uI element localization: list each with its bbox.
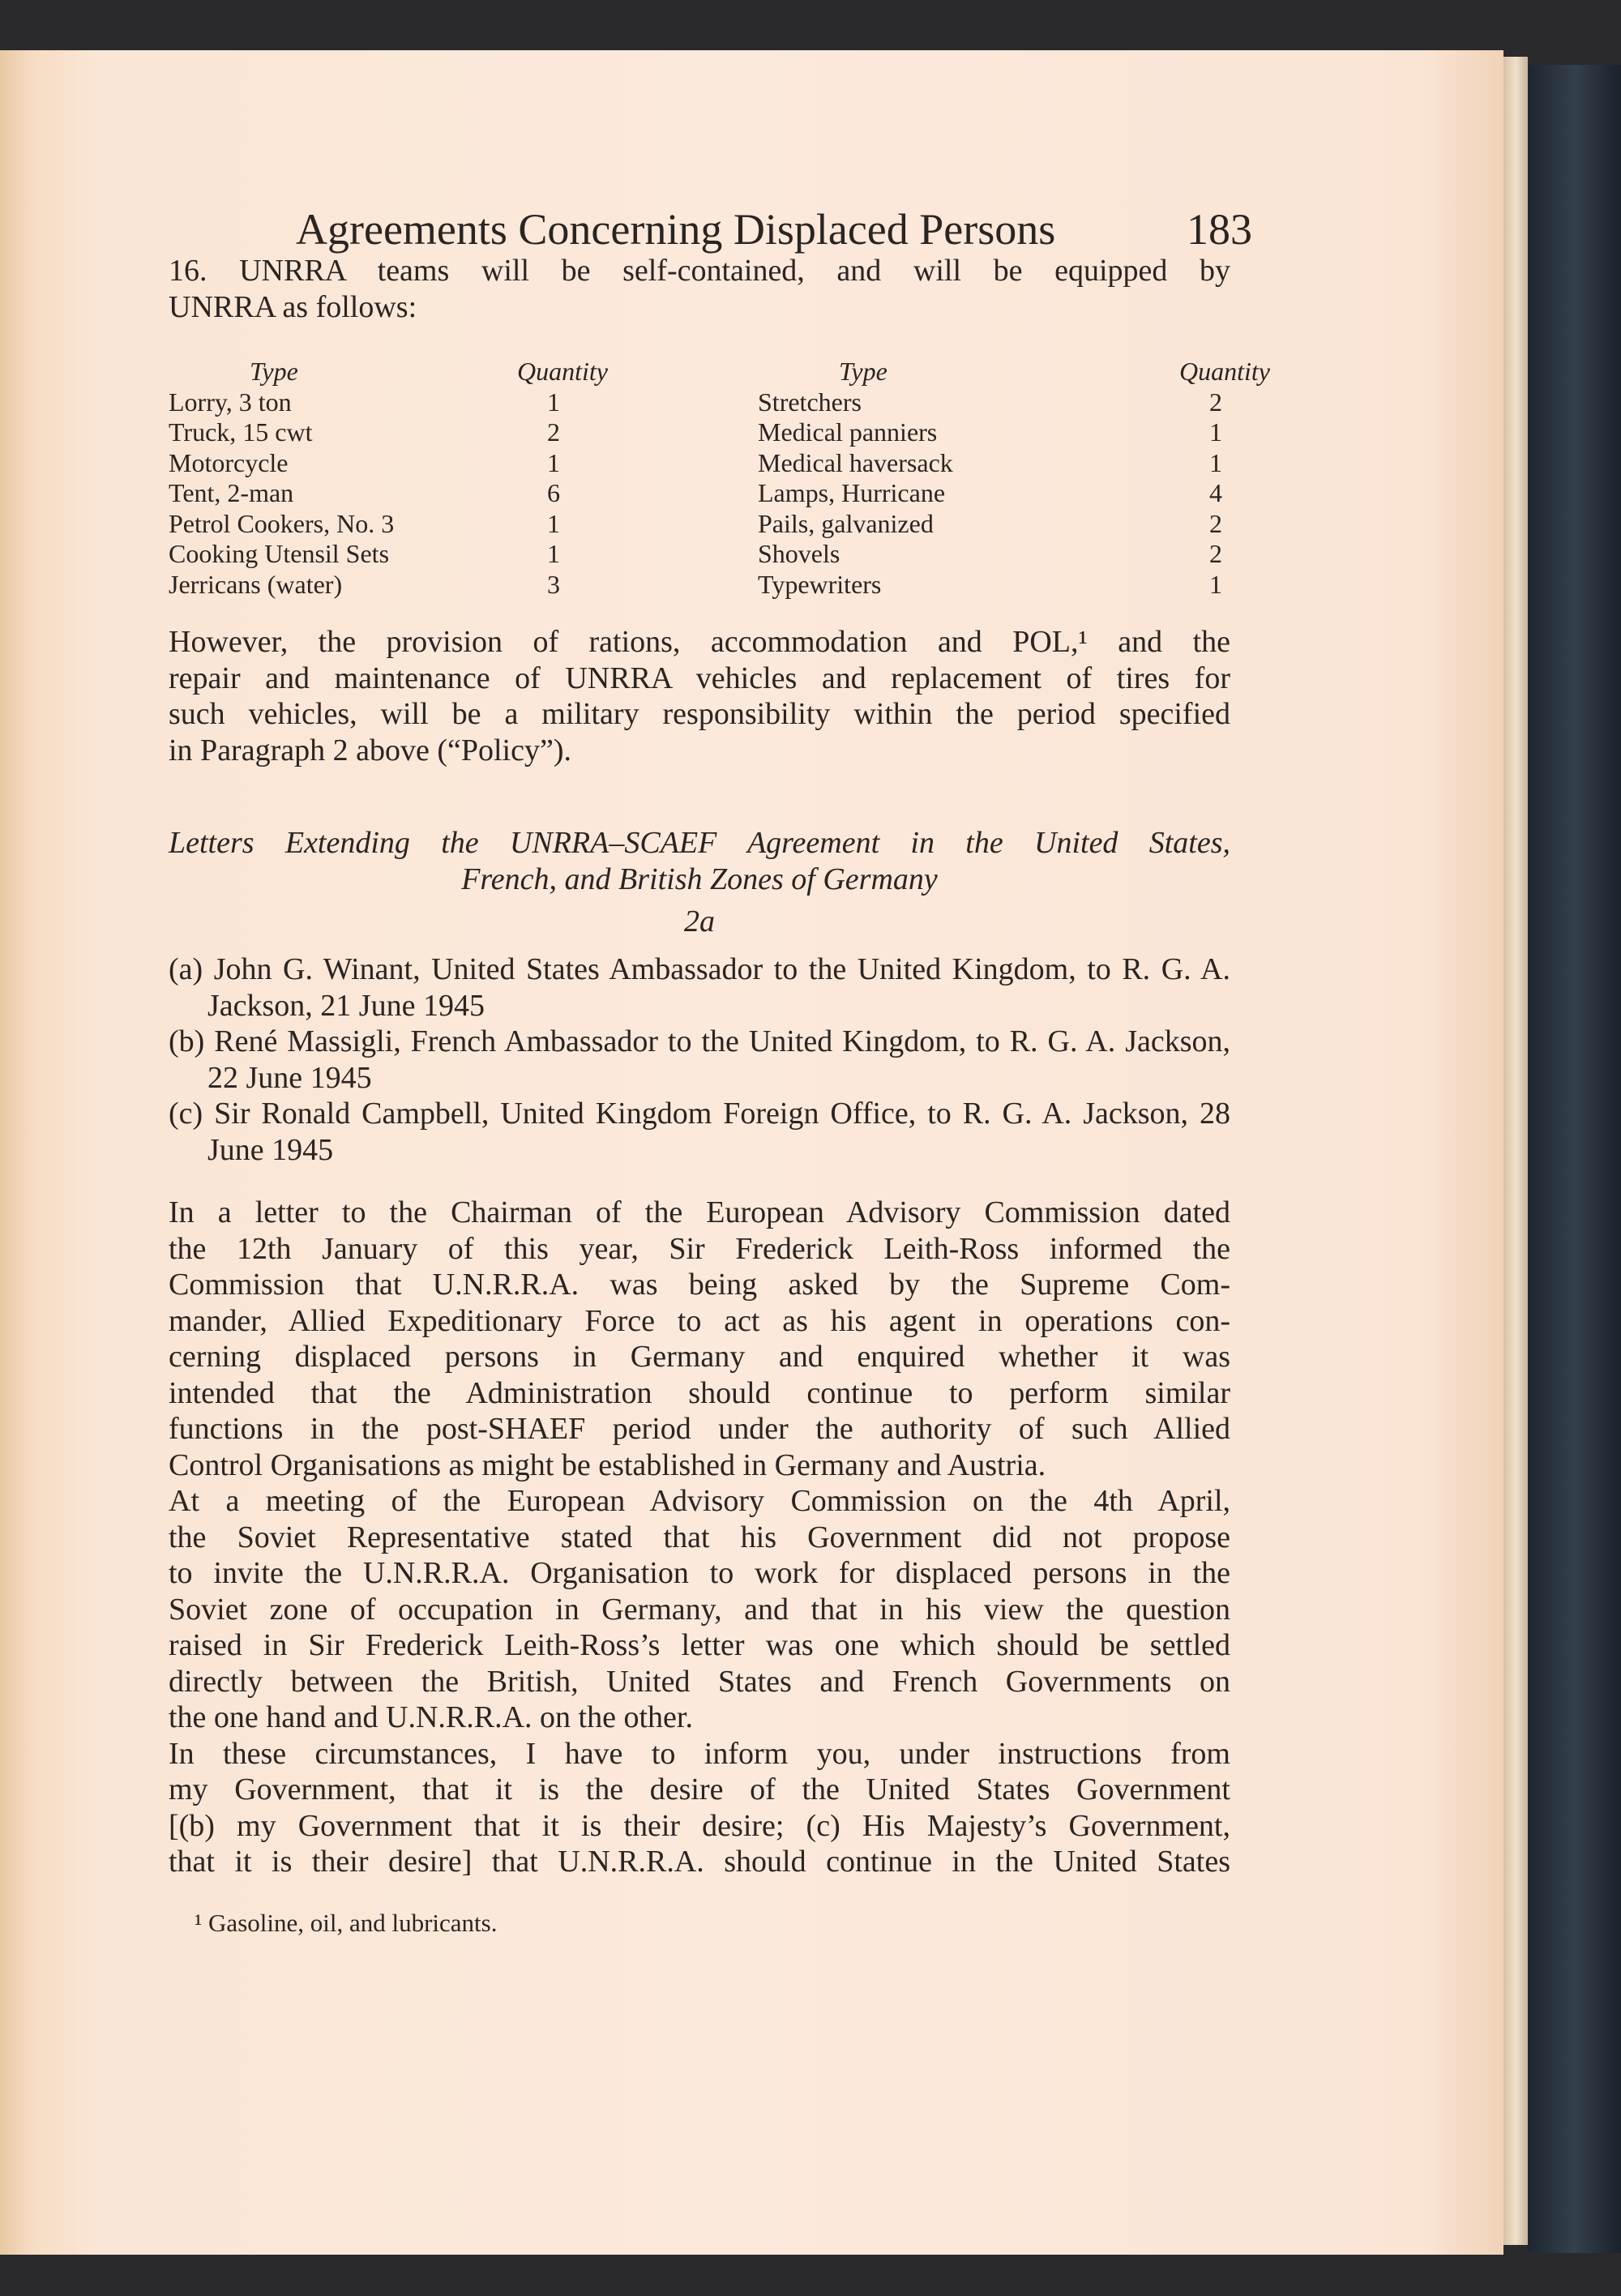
table-row (169, 539, 590, 570)
column-header-type: Type (250, 357, 298, 386)
intro-paragraph (169, 253, 1230, 325)
document-number: 2a (684, 904, 715, 938)
item-type: Tent, 2-man (169, 478, 294, 507)
table-row (758, 570, 1252, 601)
text-line: 16. UNRRA teams will be self-contained, and will be equipped by (169, 254, 1230, 288)
item-quantity: 2 (1209, 387, 1222, 417)
item-type: Shovels (758, 539, 840, 568)
text-line: to invite the U.N.R.R.A. Organisation to work for displaced persons in the (169, 1556, 1230, 1590)
letter-item: (b) René Massigli, French Ambassador to the United Kingdom, to R. G. A. Jackson, 22 June 1945 (169, 1024, 1230, 1095)
item-type: Lamps, Hurricane (758, 478, 946, 507)
item-type: Truck, 15 cwt (169, 417, 313, 447)
text-line: that it is their desire] that U.N.R.R.A. should continue in the United States (169, 1845, 1230, 1879)
equipment-table-left (169, 357, 608, 600)
table-row (758, 448, 1252, 479)
item-type: Cooking Utensil Sets (169, 539, 390, 568)
table-row (758, 539, 1252, 570)
table-row (169, 417, 590, 448)
table-row (758, 417, 1252, 448)
item-quantity: 4 (1209, 478, 1222, 507)
column-header-type: Type (839, 357, 887, 386)
page-edges (1503, 57, 1528, 2245)
letter-item: (a) John G. Winant, United States Ambassador to the United Kingdom, to R. G. A. Jackson, 21 June 1945 (169, 952, 1230, 1023)
letters-list (169, 951, 1230, 1168)
item-type: Petrol Cookers, No. 3 (169, 508, 395, 538)
text-line: directly between the British, United States and French Governments on (169, 1664, 1230, 1699)
text-line: At a meeting of the European Advisory Commission on the 4th April, (169, 1484, 1230, 1518)
text-line: [(b) my Government that it is their desire; (c) His Majesty’s Government, (169, 1808, 1230, 1843)
text-line: UNRRA as follows: (169, 289, 417, 324)
table-row (169, 478, 590, 509)
item-quantity: 1 (547, 539, 560, 568)
book-cover (1528, 65, 1621, 2253)
item-quantity: 2 (547, 417, 560, 447)
text-line: repair and maintenance of UNRRA vehicles and replacement of tires for (169, 661, 1230, 695)
item-type: Motorcycle (169, 447, 289, 477)
table-row (169, 387, 590, 418)
heading-line: Letters Extending the UNRRA–SCAEF Agreement in the United States, (169, 826, 1230, 860)
item-type: Medical panniers (758, 417, 938, 447)
text-line: However, the provision of rations, accommodation and POL,¹ and the (169, 625, 1230, 659)
table-row (169, 509, 590, 540)
text-line: cerning displaced persons in Germany and enquired whether it was (169, 1340, 1230, 1374)
item-quantity: 1 (1209, 417, 1222, 447)
footnote: ¹ Gasoline, oil, and lubricants. (195, 1909, 498, 1937)
text-line: Soviet zone of occupation in Germany, and that in his view the question (169, 1592, 1230, 1627)
however-paragraph (169, 624, 1230, 768)
page-number: 183 (1187, 205, 1252, 254)
item-type: Typewriters (758, 569, 882, 599)
column-header-quantity: Quantity (1179, 357, 1270, 386)
item-quantity: 1 (547, 508, 560, 538)
table-row (169, 570, 590, 601)
text-line: raised in Sir Frederick Leith-Ross’s letter was one which should be settled (169, 1628, 1230, 1662)
item-quantity: 3 (547, 569, 560, 599)
text-line: Control Organisations as might be established in Germany and Austria. (169, 1447, 1046, 1482)
text-line: intended that the Administration should continue to perform similar (169, 1375, 1230, 1410)
section-heading (169, 825, 1230, 940)
text-line: the 12th January of this year, Sir Frederick Leith-Ross informed the (169, 1231, 1230, 1266)
item-type: Stretchers (758, 387, 862, 417)
item-type: Medical haversack (758, 447, 953, 477)
item-quantity: 1 (1209, 447, 1222, 477)
text-line: the Soviet Representative stated that his Government did not propose (169, 1520, 1230, 1554)
equipment-table-right (758, 357, 1270, 600)
text-line: mander, Allied Expeditionary Force to act as his agent in operations con- (169, 1303, 1230, 1338)
text-line: In a letter to the Chairman of the European Advisory Commission dated (169, 1195, 1230, 1229)
item-quantity: 1 (1209, 569, 1222, 599)
text-line: such vehicles, will be a military responsibility within the period specified (169, 697, 1230, 731)
text-line: the one hand and U.N.R.R.A. on the other. (169, 1700, 693, 1734)
item-type: Pails, galvanized (758, 508, 934, 538)
letter-item: (c) Sir Ronald Campbell, United Kingdom Foreign Office, to R. G. A. Jackson, 28 June 1945 (169, 1097, 1230, 1167)
table-row (758, 478, 1252, 509)
item-quantity: 1 (547, 447, 560, 477)
text-line: In these circumstances, I have to inform you, under instructions from (169, 1736, 1230, 1771)
column-header-quantity: Quantity (517, 357, 608, 386)
table-row (169, 448, 590, 479)
running-header (296, 204, 1252, 254)
item-quantity: 2 (1209, 539, 1222, 568)
heading-line: French, and British Zones of Germany (461, 862, 938, 896)
item-quantity: 1 (547, 387, 560, 417)
table-row (758, 509, 1252, 540)
body-text (169, 1195, 1230, 1880)
text-line: functions in the post-SHAEF period under the authority of such Allied (169, 1412, 1230, 1446)
text-line: Commission that U.N.R.R.A. was being asked by the Supreme Com- (169, 1268, 1230, 1302)
text-line: my Government, that it is the desire of the United States Government (169, 1772, 1230, 1806)
item-type: Jerricans (water) (169, 569, 343, 599)
item-quantity: 2 (1209, 508, 1222, 538)
item-quantity: 6 (547, 478, 560, 507)
table-row (758, 387, 1252, 418)
item-type: Lorry, 3 ton (169, 387, 292, 417)
running-title: Agreements Concerning Displaced Persons (296, 205, 1056, 254)
text-line: in Paragraph 2 above (“Policy”). (169, 733, 571, 767)
